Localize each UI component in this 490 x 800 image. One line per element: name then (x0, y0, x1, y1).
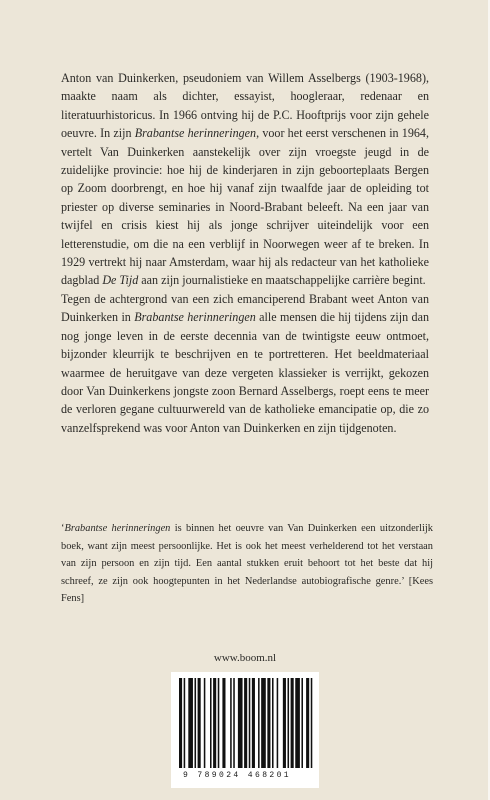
barcode-bar (204, 678, 206, 768)
barcode-bar (198, 678, 201, 768)
barcode-bar (244, 678, 247, 768)
newspaper-title: De Tijd (102, 273, 139, 288)
barcode-bar (179, 678, 182, 768)
barcode-bar (249, 678, 251, 768)
barcode-bar (291, 678, 294, 768)
book-title: Brabantse herinneringen (134, 310, 256, 325)
barcode-bar (213, 678, 216, 768)
barcode-bar (188, 678, 193, 768)
barcode-bar (252, 678, 255, 768)
barcode-bar (301, 678, 303, 768)
barcode-bar (288, 678, 290, 768)
barcode-bar (184, 678, 186, 768)
isbn-barcode (171, 672, 319, 788)
blurb (61, 69, 429, 437)
barcode-bar (238, 678, 243, 768)
blurb-paragraph-2: Tegen de achtergrond van een zich emanciperend Brabant weet Anton van Duinkerken in Brabantse herinneringen alle mensen die hij tijdens zijn dan nog jonge leven in de eerste decennia van de twintigste eeuw ontmoet, bijzonder kleurrijk te beschrijven en te portretteren. Het beeldmateriaal waarmee de heruitgave van deze vergeten klassieker is verrijkt, gekozen door Van Duinkerkens jongste zoon Bernard Asselbergs, roept eens te meer de verloren gegane cultuurwereld van de katholieke emancipatie op, die zo vanzelfsprekend was voor Anton van Duinkerken en zijn tijdgenoten. (61, 291, 430, 435)
isbn-digits: 9 789024 468201 (183, 771, 292, 780)
barcode-bar (222, 678, 225, 768)
blurb-paragraph-1: Anton van Duinkerken, pseudoniem van Willem Asselbergs (1903-1968), maakte naam als dichter, essayist, hoogleraar, redenaar en literatuurhistoricus. In 1966 ontving hij de P.C. Hooftprijs voor zijn gehele oeuvre. In zijn Brabantse herinneringen, voor het eerst verschenen in 1964, vertelt Van Duinkerken aanstekelijk over zijn vroegste jeugd in de zuidelijke provincie: hoe hij de kinderjaren in zijn geboorteplaats Bergen op Zoom doorbrengt, en hoe hij vanaf zijn twaalfde jaar de opleiding tot priester op diverse seminaries in Noord-Brabant beleeft. Na een jaar van twijfel en crisis kiest hij als jonge schrijver uiteindelijk voor een letterenstudie, om die na een verblijf in Noorwegen weer af te breken. In 1929 vertrekt hij naar Amsterdam, waar hij als redacteur van het katholieke dagblad De Tijd aan zijn journalistieke en maatschappelijke carrière begint. (61, 71, 429, 288)
barcode-bar (195, 678, 197, 768)
barcode-bar (283, 678, 286, 768)
publisher-website: www.boom.nl (213, 652, 277, 664)
barcode-bar (258, 678, 260, 768)
barcode-bar (261, 678, 266, 768)
barcode-bar (272, 678, 274, 768)
barcode-bar (311, 678, 313, 768)
barcode-bar (267, 678, 270, 768)
book-title: Brabantse herinneringen (134, 126, 257, 141)
barcode-bar (210, 678, 212, 768)
barcode-bar (306, 678, 309, 768)
barcode-bar (277, 678, 279, 768)
barcode-bar (233, 678, 235, 768)
review-quote: ‘Brabantse herinneringen is binnen het oeuvre van Van Duinkerken een uitzonderlijk boek, want zijn meest persoonlijke. Het is ook het meest verhelderend tot het verstaan van zijn persoon en zijn tijd. Een aantal stukken eruit behoort tot het beste dat hij schreef, ze zijn ook hoogtepunten in het Nederlandse autobiografische genre.’ [Kees Fens] (61, 523, 433, 605)
barcode-bar (295, 678, 300, 768)
barcode-bar (230, 678, 232, 768)
barcode-bar (218, 678, 220, 768)
book-title: Brabantse herinneringen (64, 523, 171, 534)
